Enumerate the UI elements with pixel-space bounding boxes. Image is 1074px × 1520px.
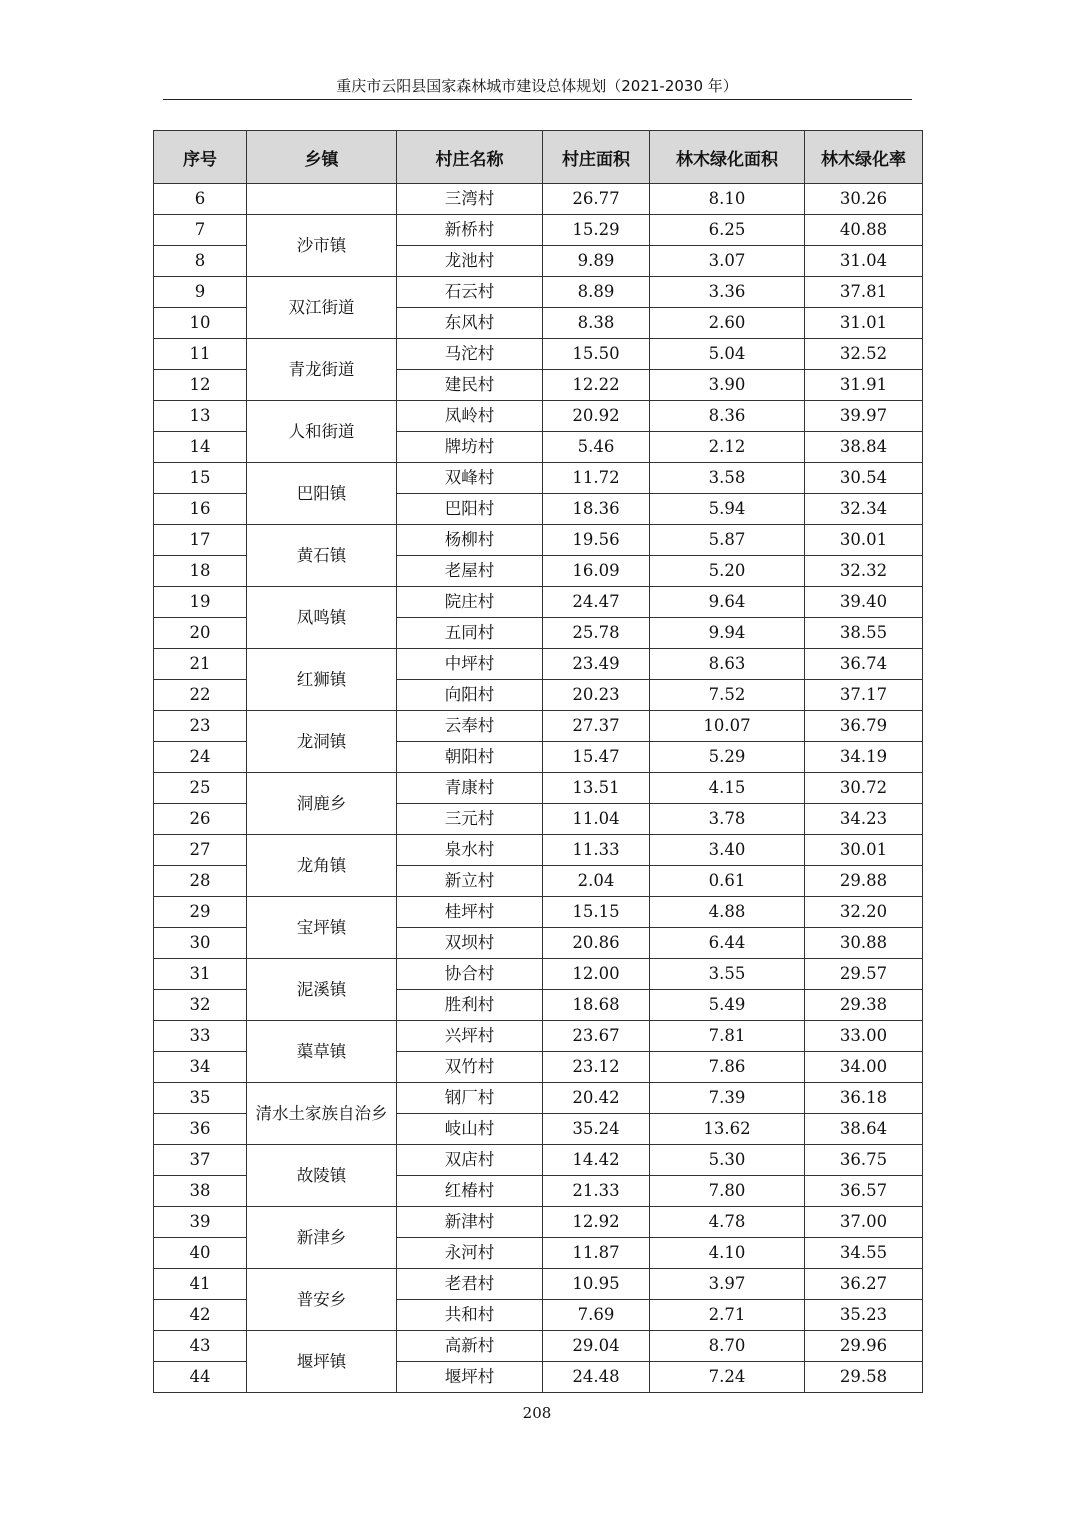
green-area-cell: 3.55 <box>650 959 805 990</box>
green-rate-cell: 30.01 <box>805 525 923 556</box>
green-area-cell: 4.78 <box>650 1207 805 1238</box>
column-header-no: 序号 <box>154 131 247 184</box>
village-name-cell: 钢厂村 <box>397 1083 543 1114</box>
green-rate-cell: 32.52 <box>805 339 923 370</box>
village-name-cell: 朝阳村 <box>397 742 543 773</box>
green-area-cell: 6.44 <box>650 928 805 959</box>
village-area-cell: 15.50 <box>543 339 650 370</box>
green-rate-cell: 35.23 <box>805 1300 923 1331</box>
row-number-cell: 23 <box>154 711 247 742</box>
village-area-cell: 5.46 <box>543 432 650 463</box>
green-rate-cell: 36.18 <box>805 1083 923 1114</box>
village-area-cell: 18.68 <box>543 990 650 1021</box>
table-row <box>154 215 923 246</box>
green-rate-cell: 30.26 <box>805 184 923 215</box>
green-area-cell: 7.24 <box>650 1362 805 1393</box>
table-row <box>154 525 923 556</box>
village-area-cell: 24.47 <box>543 587 650 618</box>
table-row <box>154 649 923 680</box>
row-number-cell: 14 <box>154 432 247 463</box>
green-area-cell: 5.04 <box>650 339 805 370</box>
village-area-cell: 18.36 <box>543 494 650 525</box>
table-row <box>154 401 923 432</box>
green-rate-cell: 38.64 <box>805 1114 923 1145</box>
village-name-cell: 桂坪村 <box>397 897 543 928</box>
row-number-cell: 30 <box>154 928 247 959</box>
row-number-cell: 11 <box>154 339 247 370</box>
village-name-cell: 五同村 <box>397 618 543 649</box>
green-area-cell: 8.10 <box>650 184 805 215</box>
row-number-cell: 25 <box>154 773 247 804</box>
page-number: 208 <box>522 1404 552 1422</box>
village-area-cell: 8.89 <box>543 277 650 308</box>
village-name-cell: 协合村 <box>397 959 543 990</box>
village-name-cell: 老屋村 <box>397 556 543 587</box>
town-cell: 新津乡 <box>247 1207 397 1269</box>
town-cell: 龙角镇 <box>247 835 397 897</box>
green-area-cell: 3.97 <box>650 1269 805 1300</box>
green-rate-cell: 36.79 <box>805 711 923 742</box>
row-number-cell: 10 <box>154 308 247 339</box>
green-rate-cell: 36.75 <box>805 1145 923 1176</box>
green-area-cell: 9.94 <box>650 618 805 649</box>
town-cell: 青龙街道 <box>247 339 397 401</box>
table-row <box>154 1269 923 1300</box>
green-area-cell: 2.12 <box>650 432 805 463</box>
green-rate-cell: 34.00 <box>805 1052 923 1083</box>
village-area-cell: 23.49 <box>543 649 650 680</box>
green-rate-cell: 37.17 <box>805 680 923 711</box>
green-rate-cell: 36.57 <box>805 1176 923 1207</box>
village-area-cell: 29.04 <box>543 1331 650 1362</box>
green-area-cell: 3.90 <box>650 370 805 401</box>
green-area-cell: 8.36 <box>650 401 805 432</box>
village-area-cell: 11.72 <box>543 463 650 494</box>
row-number-cell: 6 <box>154 184 247 215</box>
green-rate-cell: 31.04 <box>805 246 923 277</box>
row-number-cell: 35 <box>154 1083 247 1114</box>
table-row <box>154 339 923 370</box>
village-name-cell: 凤岭村 <box>397 401 543 432</box>
village-area-cell: 10.95 <box>543 1269 650 1300</box>
header-divider <box>163 99 912 100</box>
village-area-cell: 24.48 <box>543 1362 650 1393</box>
table-row <box>154 1207 923 1238</box>
village-name-cell: 石云村 <box>397 277 543 308</box>
village-area-cell: 9.89 <box>543 246 650 277</box>
village-area-cell: 35.24 <box>543 1114 650 1145</box>
green-area-cell: 8.63 <box>650 649 805 680</box>
row-number-cell: 32 <box>154 990 247 1021</box>
village-name-cell: 院庄村 <box>397 587 543 618</box>
village-area-cell: 15.29 <box>543 215 650 246</box>
row-number-cell: 8 <box>154 246 247 277</box>
row-number-cell: 13 <box>154 401 247 432</box>
village-name-cell: 双店村 <box>397 1145 543 1176</box>
green-rate-cell: 33.00 <box>805 1021 923 1052</box>
green-rate-cell: 30.88 <box>805 928 923 959</box>
village-area-cell: 27.37 <box>543 711 650 742</box>
row-number-cell: 24 <box>154 742 247 773</box>
table-row <box>154 897 923 928</box>
green-area-cell: 3.40 <box>650 835 805 866</box>
green-area-cell: 8.70 <box>650 1331 805 1362</box>
village-name-cell: 双竹村 <box>397 1052 543 1083</box>
green-area-cell: 3.58 <box>650 463 805 494</box>
green-rate-cell: 32.20 <box>805 897 923 928</box>
column-header-area: 村庄面积 <box>543 131 650 184</box>
village-area-cell: 20.42 <box>543 1083 650 1114</box>
green-area-cell: 3.07 <box>650 246 805 277</box>
village-area-cell: 7.69 <box>543 1300 650 1331</box>
village-name-cell: 三湾村 <box>397 184 543 215</box>
green-rate-cell: 39.97 <box>805 401 923 432</box>
village-name-cell: 永河村 <box>397 1238 543 1269</box>
town-cell: 洞鹿乡 <box>247 773 397 835</box>
table-row <box>154 184 923 215</box>
village-name-cell: 堰坪村 <box>397 1362 543 1393</box>
row-number-cell: 42 <box>154 1300 247 1331</box>
column-header-town: 乡镇 <box>247 131 397 184</box>
village-area-cell: 26.77 <box>543 184 650 215</box>
green-rate-cell: 29.96 <box>805 1331 923 1362</box>
village-area-cell: 23.12 <box>543 1052 650 1083</box>
row-number-cell: 40 <box>154 1238 247 1269</box>
town-cell: 黄石镇 <box>247 525 397 587</box>
village-greening-table <box>153 130 923 1393</box>
green-area-cell: 4.15 <box>650 773 805 804</box>
village-name-cell: 双峰村 <box>397 463 543 494</box>
green-rate-cell: 40.88 <box>805 215 923 246</box>
table-row <box>154 959 923 990</box>
village-name-cell: 老君村 <box>397 1269 543 1300</box>
village-area-cell: 12.22 <box>543 370 650 401</box>
village-name-cell: 双坝村 <box>397 928 543 959</box>
village-name-cell: 云奉村 <box>397 711 543 742</box>
green-area-cell: 6.25 <box>650 215 805 246</box>
village-area-cell: 25.78 <box>543 618 650 649</box>
town-cell: 沙市镇 <box>247 215 397 277</box>
row-number-cell: 20 <box>154 618 247 649</box>
column-header-village: 村庄名称 <box>397 131 543 184</box>
table-row <box>154 773 923 804</box>
village-area-cell: 12.92 <box>543 1207 650 1238</box>
village-area-cell: 2.04 <box>543 866 650 897</box>
row-number-cell: 41 <box>154 1269 247 1300</box>
village-area-cell: 14.42 <box>543 1145 650 1176</box>
town-cell: 人和街道 <box>247 401 397 463</box>
document-header: 重庆市云阳县国家森林城市建设总体规划（2021-2030 年） <box>336 77 738 95</box>
row-number-cell: 29 <box>154 897 247 928</box>
table-row <box>154 835 923 866</box>
town-cell: 堰坪镇 <box>247 1331 397 1393</box>
green-rate-cell: 29.88 <box>805 866 923 897</box>
village-area-cell: 11.04 <box>543 804 650 835</box>
green-area-cell: 5.94 <box>650 494 805 525</box>
village-area-cell: 15.15 <box>543 897 650 928</box>
village-area-cell: 15.47 <box>543 742 650 773</box>
green-area-cell: 0.61 <box>650 866 805 897</box>
table-header-row <box>154 131 923 184</box>
table-row <box>154 711 923 742</box>
village-area-cell: 23.67 <box>543 1021 650 1052</box>
village-name-cell: 建民村 <box>397 370 543 401</box>
row-number-cell: 19 <box>154 587 247 618</box>
row-number-cell: 31 <box>154 959 247 990</box>
table-row <box>154 587 923 618</box>
row-number-cell: 16 <box>154 494 247 525</box>
green-rate-cell: 29.38 <box>805 990 923 1021</box>
row-number-cell: 38 <box>154 1176 247 1207</box>
green-area-cell: 7.80 <box>650 1176 805 1207</box>
green-area-cell: 3.36 <box>650 277 805 308</box>
village-name-cell: 东风村 <box>397 308 543 339</box>
village-area-cell: 13.51 <box>543 773 650 804</box>
row-number-cell: 17 <box>154 525 247 556</box>
green-area-cell: 7.86 <box>650 1052 805 1083</box>
row-number-cell: 22 <box>154 680 247 711</box>
green-rate-cell: 38.55 <box>805 618 923 649</box>
town-cell: 普安乡 <box>247 1269 397 1331</box>
row-number-cell: 36 <box>154 1114 247 1145</box>
table-row <box>154 1331 923 1362</box>
village-name-cell: 马沱村 <box>397 339 543 370</box>
town-cell <box>247 184 397 215</box>
green-area-cell: 10.07 <box>650 711 805 742</box>
green-area-cell: 9.64 <box>650 587 805 618</box>
green-rate-cell: 30.01 <box>805 835 923 866</box>
green-area-cell: 5.30 <box>650 1145 805 1176</box>
village-area-cell: 20.23 <box>543 680 650 711</box>
green-area-cell: 5.29 <box>650 742 805 773</box>
table-row <box>154 1145 923 1176</box>
green-rate-cell: 30.54 <box>805 463 923 494</box>
green-rate-cell: 30.72 <box>805 773 923 804</box>
row-number-cell: 39 <box>154 1207 247 1238</box>
green-area-cell: 4.88 <box>650 897 805 928</box>
village-name-cell: 岐山村 <box>397 1114 543 1145</box>
village-name-cell: 新津村 <box>397 1207 543 1238</box>
row-number-cell: 9 <box>154 277 247 308</box>
green-rate-cell: 39.40 <box>805 587 923 618</box>
table-row <box>154 1083 923 1114</box>
green-area-cell: 2.71 <box>650 1300 805 1331</box>
green-area-cell: 5.20 <box>650 556 805 587</box>
green-rate-cell: 31.91 <box>805 370 923 401</box>
village-area-cell: 19.56 <box>543 525 650 556</box>
green-rate-cell: 36.27 <box>805 1269 923 1300</box>
village-area-cell: 12.00 <box>543 959 650 990</box>
village-area-cell: 20.86 <box>543 928 650 959</box>
row-number-cell: 27 <box>154 835 247 866</box>
village-name-cell: 青康村 <box>397 773 543 804</box>
village-area-cell: 11.33 <box>543 835 650 866</box>
town-cell: 泥溪镇 <box>247 959 397 1021</box>
town-cell: 宝坪镇 <box>247 897 397 959</box>
green-area-cell: 5.49 <box>650 990 805 1021</box>
green-rate-cell: 36.74 <box>805 649 923 680</box>
town-cell: 双江街道 <box>247 277 397 339</box>
row-number-cell: 26 <box>154 804 247 835</box>
town-cell: 红狮镇 <box>247 649 397 711</box>
row-number-cell: 28 <box>154 866 247 897</box>
village-name-cell: 红椿村 <box>397 1176 543 1207</box>
green-rate-cell: 29.57 <box>805 959 923 990</box>
green-area-cell: 7.52 <box>650 680 805 711</box>
village-name-cell: 龙池村 <box>397 246 543 277</box>
village-name-cell: 兴坪村 <box>397 1021 543 1052</box>
village-name-cell: 杨柳村 <box>397 525 543 556</box>
green-rate-cell: 34.19 <box>805 742 923 773</box>
village-name-cell: 高新村 <box>397 1331 543 1362</box>
town-cell: 清水土家族自治乡 <box>247 1083 397 1145</box>
village-area-cell: 8.38 <box>543 308 650 339</box>
town-cell: 凤鸣镇 <box>247 587 397 649</box>
row-number-cell: 15 <box>154 463 247 494</box>
green-rate-cell: 32.34 <box>805 494 923 525</box>
column-header-green-area: 林木绿化面积 <box>650 131 805 184</box>
village-name-cell: 牌坊村 <box>397 432 543 463</box>
table-row <box>154 463 923 494</box>
table-row <box>154 1021 923 1052</box>
village-name-cell: 泉水村 <box>397 835 543 866</box>
green-rate-cell: 34.23 <box>805 804 923 835</box>
town-cell: 故陵镇 <box>247 1145 397 1207</box>
green-rate-cell: 37.81 <box>805 277 923 308</box>
town-cell: 蕖草镇 <box>247 1021 397 1083</box>
green-area-cell: 5.87 <box>650 525 805 556</box>
green-area-cell: 7.39 <box>650 1083 805 1114</box>
table-row <box>154 277 923 308</box>
village-name-cell: 胜利村 <box>397 990 543 1021</box>
row-number-cell: 37 <box>154 1145 247 1176</box>
village-name-cell: 新立村 <box>397 866 543 897</box>
green-area-cell: 3.78 <box>650 804 805 835</box>
row-number-cell: 43 <box>154 1331 247 1362</box>
green-rate-cell: 32.32 <box>805 556 923 587</box>
row-number-cell: 12 <box>154 370 247 401</box>
village-name-cell: 共和村 <box>397 1300 543 1331</box>
row-number-cell: 18 <box>154 556 247 587</box>
green-rate-cell: 37.00 <box>805 1207 923 1238</box>
village-name-cell: 巴阳村 <box>397 494 543 525</box>
green-rate-cell: 29.58 <box>805 1362 923 1393</box>
village-name-cell: 中坪村 <box>397 649 543 680</box>
village-name-cell: 向阳村 <box>397 680 543 711</box>
green-area-cell: 4.10 <box>650 1238 805 1269</box>
row-number-cell: 34 <box>154 1052 247 1083</box>
row-number-cell: 7 <box>154 215 247 246</box>
village-area-cell: 20.92 <box>543 401 650 432</box>
town-cell: 巴阳镇 <box>247 463 397 525</box>
row-number-cell: 33 <box>154 1021 247 1052</box>
village-area-cell: 16.09 <box>543 556 650 587</box>
green-rate-cell: 38.84 <box>805 432 923 463</box>
village-name-cell: 新桥村 <box>397 215 543 246</box>
row-number-cell: 21 <box>154 649 247 680</box>
village-area-cell: 21.33 <box>543 1176 650 1207</box>
green-area-cell: 2.60 <box>650 308 805 339</box>
green-area-cell: 7.81 <box>650 1021 805 1052</box>
table-body <box>154 184 923 1393</box>
green-rate-cell: 31.01 <box>805 308 923 339</box>
town-cell: 龙洞镇 <box>247 711 397 773</box>
green-rate-cell: 34.55 <box>805 1238 923 1269</box>
column-header-green-rate: 林木绿化率 <box>805 131 923 184</box>
row-number-cell: 44 <box>154 1362 247 1393</box>
village-name-cell: 三元村 <box>397 804 543 835</box>
village-area-cell: 11.87 <box>543 1238 650 1269</box>
green-area-cell: 13.62 <box>650 1114 805 1145</box>
